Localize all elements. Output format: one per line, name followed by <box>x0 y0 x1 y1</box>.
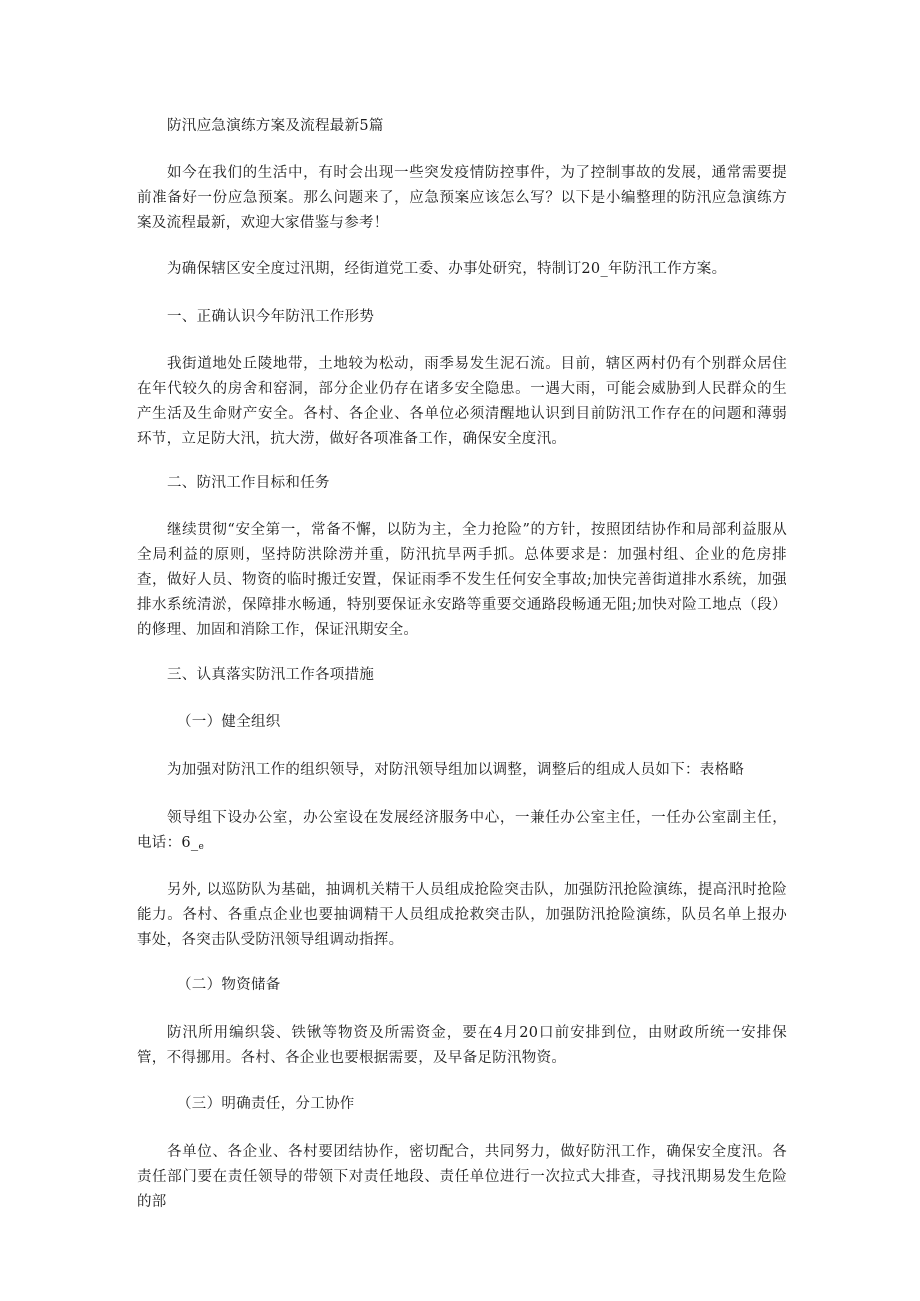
paragraph-rescue-team: 另外, 以巡防队为基础，抽调机关精干人员组成抢险突击队，加强防汛抢险演练，提高汛时抢险能力。各村、各重点企业也要抽调精干人员组成抢救突击队，加强防汛抢险演练，队员名单上报办事处，各突击队受防汛领导组调动指挥。 <box>137 882 787 948</box>
paragraph-goals: 继续贯彻“安全第一，常备不懈，以防为主，全力抢险”的方针，按照团结协作和局部利益服从全局利益的原则，坚持防洪除涝并重，防汛抗旱两手抓。总体要求是：加强村组、企业的危房排查，做好人员、物资的临时搬迁安置，保证雨季不发生任何安全事故;加快完善街道排水系统，加强排水系统清淤，保障排水畅通，特别要保证永安路等重要交通路段畅通无阻;加快对险工地点（段）的修理、加固和消除工作，保证汛期安全。 <box>137 522 787 638</box>
paragraph-purpose: 为确保辖区安全度过汛期，经街道党工委、办事处研究，特制订20_年防汛工作方案。 <box>167 261 727 277</box>
paragraph-organization: 为加强对防汛工作的组织领导，对防汛领导组加以调整，调整后的组成人员如下：表格略 <box>167 762 745 778</box>
paragraph-office <box>137 806 787 860</box>
paragraph-situation: 我街道地处丘陵地带，土地较为松动，雨季易发生泥石流。目前，辖区两村仍有个别群众居住在年代较久的房舍和窑洞，部分企业仍存在诸多安全隐患。一遇大雨，可能会威胁到人民群众的生产生活及生命财产安全。各村、各企业、各单位必须清醒地认识到目前防汛工作存在的问题和薄弱环节，立足防大汛，抗大涝，做好各项准备工作，确保安全度汛。 <box>137 356 787 447</box>
heading-subsection-2: （二）物资储备 <box>177 977 281 993</box>
phone-suffix: e <box>198 842 205 852</box>
heading-section-2: 二、防汛工作目标和任务 <box>167 475 330 491</box>
intro-paragraph: 如今在我们的生活中，有时会出现一些突发疫情防控事件，为了控制事故的发展，通常需要提前准备好一份应急预案。那么问题来了，应急预案应该怎么写？以下是小编整理的防汛应急演练方案及流程最新，欢迎大家借鉴与参考！ <box>137 165 787 231</box>
heading-section-1: 一、正确认识今年防汛工作形势 <box>167 309 375 325</box>
heading-subsection-3: （三）明确责任，分工协作 <box>177 1096 355 1112</box>
paragraph-materials: 防汛所用编织袋、铁锹等物资及所需资金，要在4月20口前安排到位，由财政所统一安排保管，不得挪用。各村、各企业也要根据需要，及早备足防汛物资。 <box>137 1025 787 1066</box>
heading-section-3: 三、认真落实防汛工作各项措施 <box>167 667 375 683</box>
paragraph-responsibility: 各单位、各企业、各村要团结协作，密切配合，共同努力，做好防汛工作，确保安全度汛。各责任部门要在责任领导的带领下对责任地段、责任单位进行一次拉式大排查，寻找汛期易发生危险的部 <box>137 1144 787 1210</box>
office-text: 领导组下设办公室，办公室设在发展经济服务中心，一兼任办公室主任，一任办公室副主任，电话：6_ <box>137 810 787 851</box>
document-title: 防汛应急演练方案及流程最新5篇 <box>167 118 384 134</box>
heading-subsection-1: （一）健全组织 <box>177 714 281 730</box>
